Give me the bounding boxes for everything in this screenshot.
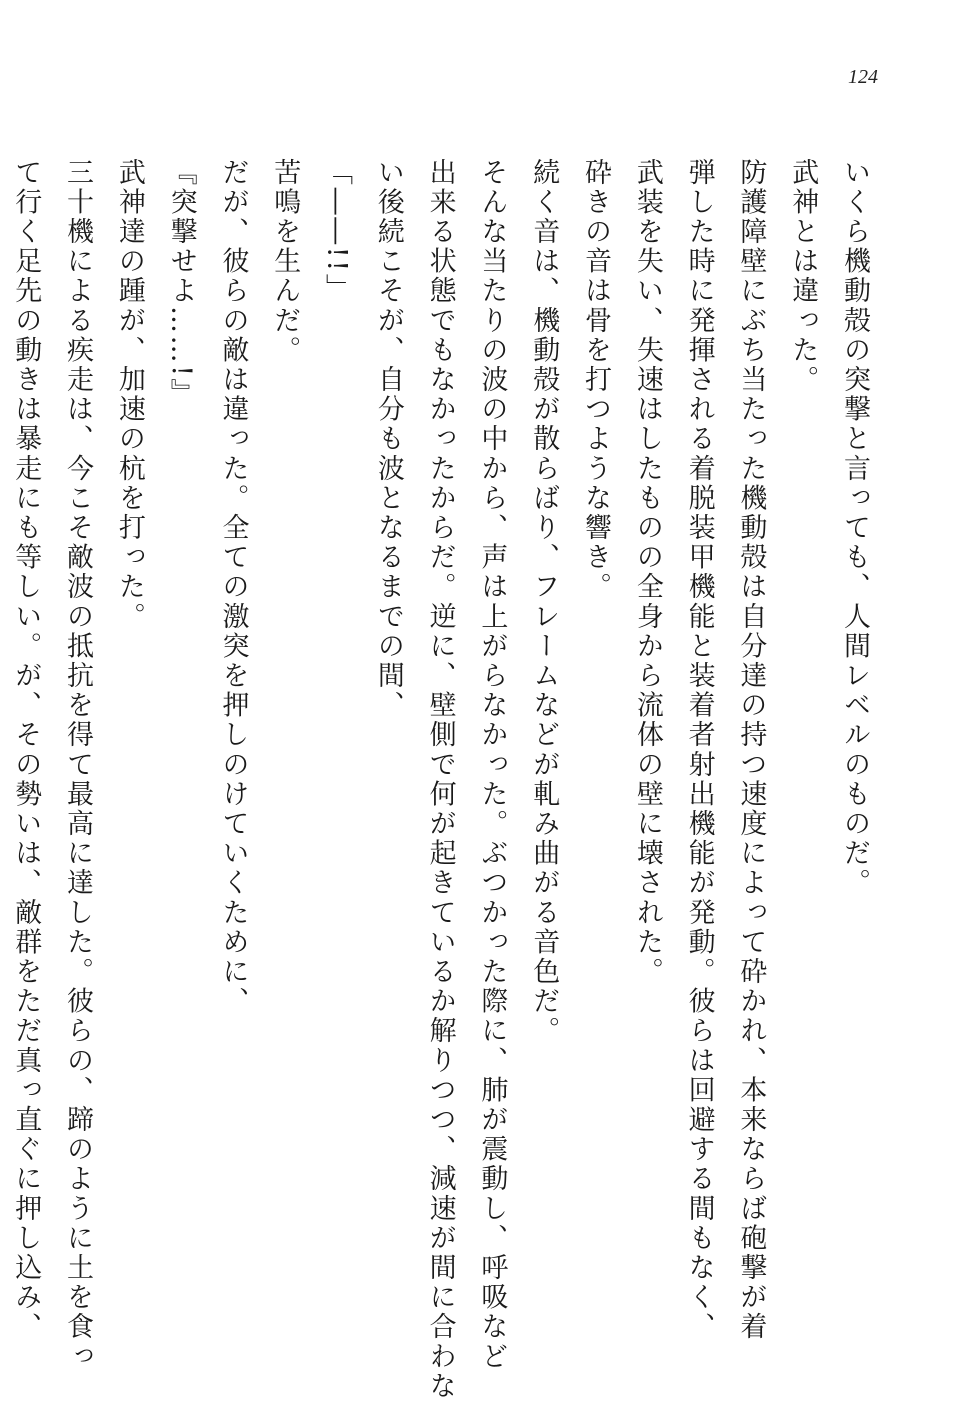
text-line: 「――!!」 bbox=[321, 158, 353, 304]
page-number: 124 bbox=[848, 66, 878, 88]
text-line: 武装を失い、失速はしたものの全身から流体の壁に壊された。 bbox=[631, 158, 663, 987]
text-line: 三十機による疾走は、今こそ敵波の抵抗を得て最高に達した。彼らの、蹄のように土を食っ bbox=[62, 158, 94, 1372]
text-line: そんな当たりの波の中から、声は上がらなかった。ぶつかった際に、肺が震動し、呼吸など bbox=[476, 158, 508, 1372]
text-line: 続く音は、機動殻が散らばり、フレームなどが軋み曲がる音色だ。 bbox=[528, 158, 560, 1046]
text-line: 『突撃せよ……!』 bbox=[165, 158, 197, 409]
text-line: いくら機動殻の突撃と言っても、人間レベルのものだ。 bbox=[839, 158, 870, 898]
text-line: 武神とは違った。 bbox=[787, 158, 819, 395]
text-line: 防護障壁にぶち当たった機動殻は自分達の持つ速度によって砕かれ、本来ならば砲撃が着 bbox=[735, 158, 767, 1342]
text-line: 弾した時に発揮される着脱装甲機能と装着者射出機能が発動。彼らは回避する間もなく、 bbox=[683, 158, 715, 1342]
text-line: い後続こそが、自分も波となるまでの間、 bbox=[372, 158, 404, 721]
text-line: 砕きの音は骨を打つような響き。 bbox=[580, 158, 612, 602]
text-line: 武神達の踵が、加速の杭を打った。 bbox=[113, 158, 145, 632]
text-line: 出来る状態でもなかったからだ。逆に、壁側で何が起きているか解りつつ、減速が間に合わな bbox=[424, 158, 456, 1401]
vertical-text-block bbox=[0, 158, 880, 1401]
text-line: て行く足先の動きは暴走にも等しい。が、その勢いは、敵群をただ真っ直ぐに押し込み、 bbox=[10, 158, 42, 1342]
text-line: 苦鳴を生んだ。 bbox=[269, 158, 301, 366]
text-line: だが、彼らの敵は違った。全ての激突を押しのけていくために、 bbox=[217, 158, 249, 1017]
